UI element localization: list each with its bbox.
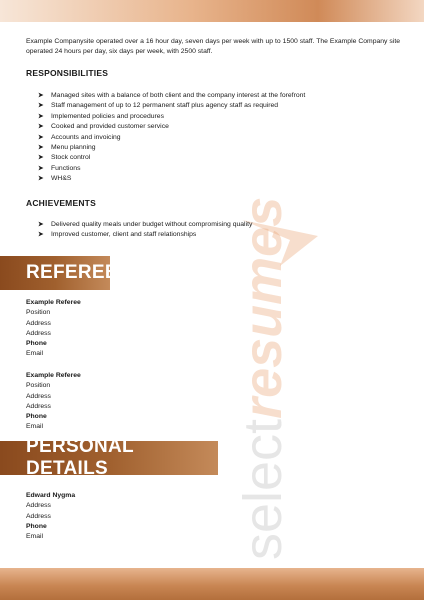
referee-phone: Phone xyxy=(26,340,47,348)
list-item: ➤ Functions xyxy=(38,164,305,174)
list-item: ➤ Managed sites with a balance of both client and the company interest at the forefront xyxy=(38,91,305,101)
referee-position: Position xyxy=(26,382,51,390)
referee-position: Position xyxy=(26,309,51,317)
responsibilities-heading: RESPONSIBILITIES xyxy=(26,68,109,78)
referee-1-contact xyxy=(26,298,81,360)
select-resumes-watermark xyxy=(233,196,293,560)
intro-paragraph xyxy=(26,37,400,58)
referees-banner: REFEREES xyxy=(0,256,110,290)
personal-details-contact xyxy=(26,491,75,542)
person-address: Address xyxy=(26,512,51,520)
person-name: Edward Nygma xyxy=(26,492,76,499)
person-phone: Phone xyxy=(26,522,47,530)
arrow-bullet-icon: ➤ xyxy=(38,123,44,131)
list-item: ➤ Accounts and invoicing xyxy=(38,133,305,143)
list-item: ➤ Delivered quality meals under budget without compromising quality xyxy=(38,220,252,230)
list-item: ➤ WH&S xyxy=(38,174,305,184)
arrow-bullet-icon: ➤ xyxy=(38,175,44,183)
responsibilities-list xyxy=(38,91,305,185)
referee-address: Address xyxy=(26,329,51,337)
achievements-list xyxy=(38,220,252,241)
referee-address: Address xyxy=(26,319,51,327)
arrow-bullet-icon: ➤ xyxy=(38,231,44,239)
referee-phone: Phone xyxy=(26,413,47,421)
person-address: Address xyxy=(26,502,51,510)
referee-2-contact xyxy=(26,371,81,433)
person-email: Email xyxy=(26,533,43,541)
referee-email: Email xyxy=(26,423,43,431)
referee-email: Email xyxy=(26,350,43,358)
referee-name: Example Referee xyxy=(26,372,81,379)
arrow-bullet-icon: ➤ xyxy=(38,112,44,120)
bottom-decorative-bar xyxy=(0,568,424,600)
referee-name: Example Referee xyxy=(26,299,81,306)
top-decorative-bar xyxy=(0,0,424,22)
arrow-bullet-icon: ➤ xyxy=(38,92,44,99)
list-item: ➤ Improved customer, client and staff relationships xyxy=(38,230,252,240)
arrow-bullet-icon: ➤ xyxy=(38,154,44,162)
list-item: ➤ Implemented policies and procedures xyxy=(38,112,305,122)
arrow-bullet-icon: ➤ xyxy=(38,164,44,172)
arrow-bullet-icon: ➤ xyxy=(38,102,44,110)
list-item: ➤ Staff management of up to 12 permanent staff plus agency staff as required xyxy=(38,101,305,111)
list-item: ➤ Stock control xyxy=(38,153,305,163)
list-item: ➤ Menu planning xyxy=(38,143,305,153)
achievements-heading: ACHIEVEMENTS xyxy=(26,198,96,208)
referee-address: Address xyxy=(26,402,51,410)
arrow-bullet-icon: ➤ xyxy=(38,221,44,228)
watermark-resumes-text: resumes xyxy=(233,196,293,419)
personal-details-banner: PERSONAL DETAILS xyxy=(0,441,218,475)
arrow-bullet-icon: ➤ xyxy=(38,133,44,141)
arrow-bullet-icon: ➤ xyxy=(38,144,44,152)
referee-address: Address xyxy=(26,392,51,400)
watermark-select-text: select xyxy=(233,418,293,560)
list-item: ➤ Cooked and provided customer service xyxy=(38,122,305,132)
intro-text: Example Companysite operated over a 16 hour day, seven days per week with up to 1500 staff. The Example Company site operated 24 hours per day, six days per week, with 2500 staff. xyxy=(26,38,400,56)
